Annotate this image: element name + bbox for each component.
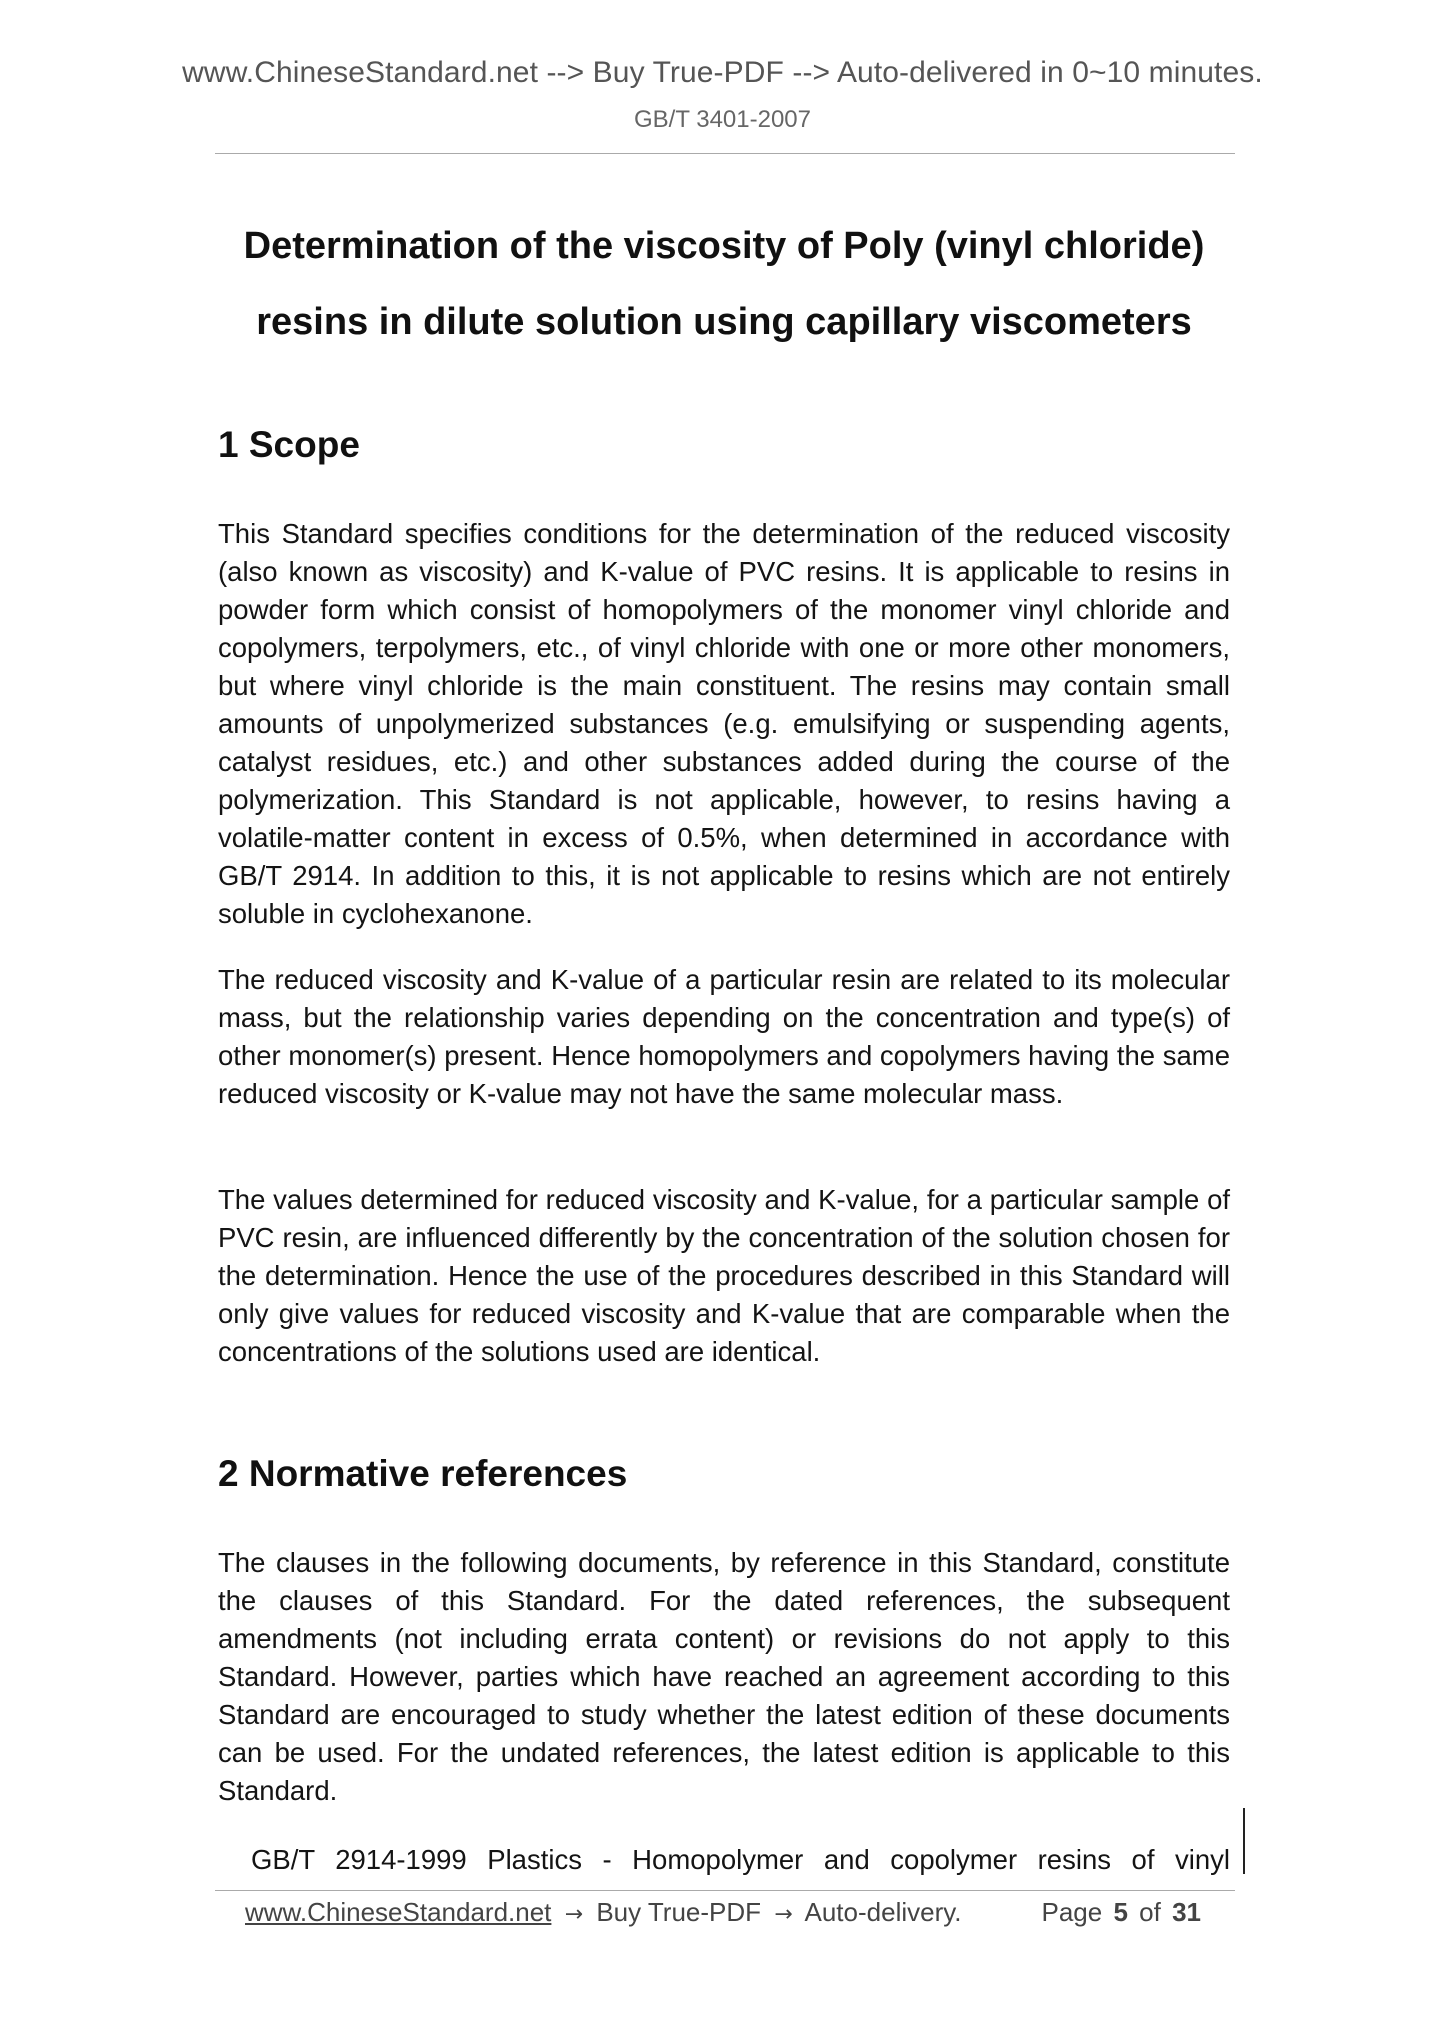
total-page-count: 31 bbox=[1172, 1897, 1201, 1927]
footer-delivery-text: Auto-delivery. bbox=[804, 1897, 962, 1927]
footer-left bbox=[245, 1897, 962, 1928]
page-word: Page bbox=[1041, 1897, 1103, 1927]
page-footer bbox=[245, 1897, 1205, 1937]
reference-item: GB/T 2914-1999 Plastics - Homopolymer and copolymer resins of vinyl bbox=[251, 1844, 1230, 1875]
arrow-right-icon: → bbox=[774, 1902, 793, 1927]
footer-buy-text: Buy True-PDF bbox=[596, 1897, 762, 1927]
scope-paragraph-3: The values determined for reduced viscosity and K-value, for a particular sample of PVC resin, are influenced differently by the concentration of the solution chosen for the determination. Hence the use of the procedures described in this Standard will only give values for reduced viscosity and K-value that are comparable when the concentrations of the solutions used are identical. bbox=[218, 1184, 1230, 1367]
footer-divider bbox=[215, 1890, 1235, 1891]
of-word: of bbox=[1139, 1897, 1161, 1927]
arrow-right-icon: → bbox=[564, 1902, 584, 1927]
scope-paragraph-1: This Standard specifies conditions for the determination of the reduced viscosity (also known as viscosity) and K-value of PVC resins. It is applicable to resins in powder form which consist of homopolymers of the monomer vinyl chloride and copolymers, terpolymers, etc., of vinyl chloride with one or more other monomers, but where vinyl chloride is the main constituent. The resins may contain small amounts of unpolymerized substances (e.g. emulsifying or suspending agents, catalyst residues, etc.) and other substances added during the course of the polymerization. This Standard is not applicable, however, to resins having a volatile-matter content in excess of 0.5%, when determined in accordance with GB/T 2914. In addition to this, it is not applicable to resins which are not entirely soluble in cyclohexanone. bbox=[218, 518, 1230, 929]
footer-site-link[interactable]: www.ChineseStandard.net bbox=[245, 1897, 552, 1927]
title-line-2: resins in dilute solution using capillary viscometers bbox=[256, 301, 1192, 343]
section-heading-normative-references: 2 Normative references bbox=[218, 1453, 628, 1494]
change-bar bbox=[1243, 1808, 1245, 1874]
normative-references-paragraph: The clauses in the following documents, by reference in this Standard, constitute the clauses of this Standard. For the dated references, the subsequent amendments (not including errata content) or revisions do not apply to this Standard. However, parties which have reached an agreement according to this Standard are encouraged to study whether the latest edition of these documents can be used. For the undated references, the latest edition is applicable to this Standard. bbox=[218, 1547, 1230, 1806]
page-indicator bbox=[1041, 1897, 1205, 1928]
section-heading-scope: 1 Scope bbox=[218, 424, 360, 465]
header-divider bbox=[215, 153, 1235, 154]
current-page-number: 5 bbox=[1113, 1897, 1128, 1927]
title-line-1: Determination of the viscosity of Poly (vinyl chloride) bbox=[243, 225, 1205, 267]
header-banner: www.ChineseStandard.net --> Buy True-PDF --> Auto-delivered in 0~10 minutes. bbox=[182, 56, 1263, 89]
standard-code: GB/T 3401-2007 bbox=[633, 106, 811, 133]
document-title bbox=[218, 208, 1230, 360]
scope-paragraph-2: The reduced viscosity and K-value of a particular resin are related to its molecular mass, but the relationship varies depending on the concentration and type(s) of other monomer(s) present. Hence homopolymers and copolymers having the same reduced viscosity or K-value may not have the same molecular mass. bbox=[218, 964, 1230, 1109]
